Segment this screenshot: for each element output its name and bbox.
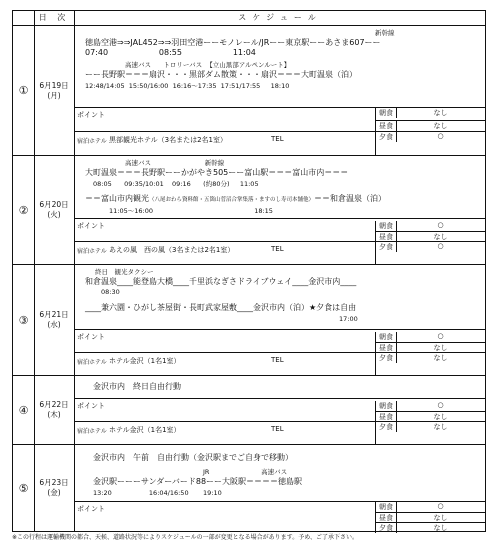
schedule-times: 11:05～16:00 18:15 [109, 207, 273, 215]
point-row: ポイント 朝食 ○ 昼食 なし [75, 218, 485, 242]
day-number: ④ [13, 376, 35, 444]
schedule-line: 金沢市内 午前 自由行動（金沢駅までご自身で移動） [93, 453, 293, 462]
day-schedule: 高速バス 新幹線 大町温泉＝＝＝長野駅ーーかがやき505ーー富山駅＝＝＝富山市内＝＝＝ 08:05 09:35/10:01 09:16 (約80分) 11:05 ＝＝富山市内観光（八尾おわら資料館・五箇山菅沼合掌集落・ますのし寿司本舗他）＝＝和倉温泉（泊） 11:05～16:00 18:15 ポイント 朝食 ○ 昼食 なし 宿泊ホテル あえの風 西の風（3名または2名1室） TEL 夕食 ○ [75, 156, 485, 264]
schedule-line: ーー長野駅＝＝＝扇沢・・・黒部ダム散策・・・扇沢＝＝＝大町温泉（泊） [85, 70, 357, 79]
day-schedule: 新幹線 徳島空港⇒⇒JAL452⇒⇒羽田空港ーーモノレール/JRーー東京駅ーーあさま607ーー 07:40 08:55 11:04 高速バス トロリーバス 【立山黒部アルペンルート】 ーー長野駅＝＝＝扇沢・・・黒部ダム散策・・・扇沢＝＝＝大町温泉（泊） 12:48/14:05 15:50/16:00 16:16～17:35 17:51/17:55 18:10 ポイント 朝食 なし 昼食 なし 宿泊ホテル 黒部観光ホテル（3名または2名1室） TEL 夕食 ○ [75, 26, 485, 155]
point-row: ポイント 朝食 ○ 昼食 なし [75, 329, 485, 353]
schedule-times: 17:00 [339, 315, 358, 323]
hotel-name: ホテル金沢（1名1室） [109, 357, 181, 365]
lunch-value: なし [433, 122, 448, 130]
breakfast-value: ○ [437, 401, 444, 409]
day-row [13, 445, 485, 531]
itinerary-table [12, 10, 486, 532]
hotel-name: ホテル金沢（1名1室） [109, 426, 181, 434]
schedule-column-header: スケジュール [238, 13, 322, 22]
hotel-name: 黒部観光ホテル（3名または2名1室） [109, 136, 228, 144]
point-row: ポイント 朝食 ○ 昼食 なし 夕食 なし [75, 501, 485, 532]
schedule-line: ＝＝富山市内観光（八尾おわら資料館・五箇山菅沼合掌集落・ますのし寿司本舗他）＝＝和倉温泉（泊） [85, 194, 387, 203]
breakfast-value: ○ [437, 332, 444, 340]
day-schedule [75, 376, 485, 444]
day-date: 6月19日 (月) [34, 26, 75, 155]
schedule-times: 08:05 09:35/10:01 09:16 (約80分) 11:05 [93, 180, 259, 188]
lunch-value: なし [433, 413, 448, 421]
breakfast-value: ○ [437, 221, 444, 229]
day-number: ③ [13, 265, 35, 375]
lunch-value: なし [433, 344, 448, 352]
day-row [13, 26, 485, 156]
schedule-times: 13:20 16:04/16:50 19:10 [93, 489, 222, 497]
schedule-line: 金沢駅ーーーサンダーバード88ーー大阪駅＝＝＝＝徳島駅 [93, 477, 303, 486]
day-date: 6月23日 (金) [34, 445, 75, 531]
day-number: ② [13, 156, 35, 264]
day-number: ① [13, 26, 35, 155]
day-schedule: 終日 観光タクシー 和倉温泉____能登島大橋____千里浜なぎさドライブウェイ____金沢市内____ 08:30 ____兼六園・ひがし茶屋街・長町武家屋敷____金沢市内（泊）★夕食は自由 17:00 ポイント 朝食 ○ 昼食 なし 宿泊ホテル ホテル金沢（1名1室） TEL 夕食 なし [75, 265, 485, 375]
schedule-line: 大町温泉＝＝＝長野駅ーーかがやき505ーー富山駅＝＝＝富山市内＝＝＝ [85, 168, 349, 177]
lunch-value: なし [433, 233, 448, 241]
hotel-row: 宿泊ホテル あえの風 西の風（3名または2名1室） TEL 夕食 ○ [75, 241, 485, 265]
dinner-value: なし [433, 423, 448, 431]
schedule-line: 和倉温泉____能登島大橋____千里浜なぎさドライブウェイ____金沢市内____ [85, 277, 357, 286]
day-row [13, 156, 485, 265]
dinner-value: ○ [437, 242, 444, 250]
schedule-line: 金沢市内 終日自由行動 [93, 382, 181, 391]
lunch-value: なし [433, 514, 448, 522]
schedule-line: 徳島空港⇒⇒JAL452⇒⇒羽田空港ーーモノレール/JRーー東京駅ーーあさま607ーー [85, 38, 381, 47]
day-number: ⑤ [13, 445, 35, 531]
day-row [13, 376, 485, 445]
point-row: ポイント 朝食 なし 昼食 なし [75, 107, 485, 132]
day-row [13, 265, 485, 376]
schedule-times: 12:48/14:05 15:50/16:00 16:16～17:35 17:51/17:55 18:10 [85, 82, 290, 90]
schedule-times: 08:30 [101, 288, 120, 296]
point-row: ポイント 朝食 ○ 昼食 なし [75, 398, 485, 422]
date-column-header: 日 次 [34, 11, 75, 25]
table-header [13, 11, 485, 26]
schedule-line: ____兼六園・ひがし茶屋街・長町武家屋敷____金沢市内（泊）★夕食は自由 [85, 303, 357, 312]
hotel-row: 宿泊ホテル ホテル金沢（1名1室） TEL 夕食 なし [75, 352, 485, 376]
footnote: ※この行程は運輸機関の都合、天候、道路状況等によりスケジュールの一部が変更となる場合があります。予め、ご了承下さい。 [12, 534, 358, 541]
day-date: 6月21日 (水) [34, 265, 75, 375]
hotel-row: 宿泊ホテル 黒部観光ホテル（3名または2名1室） TEL 夕食 ○ [75, 131, 485, 156]
dinner-value: ○ [437, 132, 444, 140]
dinner-value: なし [433, 524, 448, 532]
day-date: 6月22日 (木) [34, 376, 75, 444]
day-date: 6月20日 (火) [34, 156, 75, 264]
hotel-row: 宿泊ホテル ホテル金沢（1名1室） TEL 夕食 なし [75, 421, 485, 445]
schedule-times: 07:40 08:55 11:04 [85, 48, 256, 57]
day-schedule: 金沢市内 午前 自由行動（金沢駅までご自身で移動） JR 高速バス 金沢駅ーーーサンダーバード88ーー大阪駅＝＝＝＝徳島駅 13:20 16:04/16:50 19:10 ポイント 朝食 ○ 昼食 なし 夕食 なし [75, 445, 485, 531]
breakfast-value: ○ [437, 502, 444, 510]
breakfast-value: なし [433, 109, 448, 117]
hotel-name: あえの風 西の風（3名または2名1室） [109, 246, 235, 254]
dinner-value: なし [433, 354, 448, 362]
